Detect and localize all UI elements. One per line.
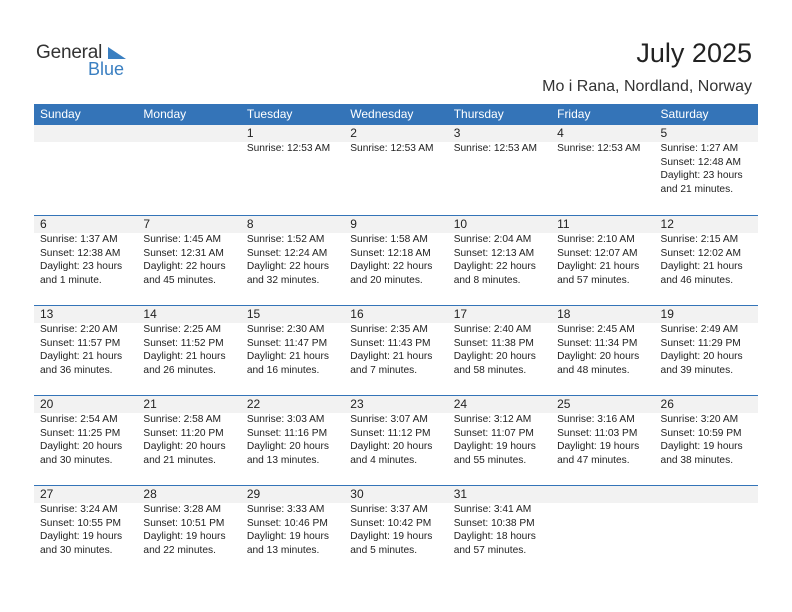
weekday-header: Wednesday (350, 107, 414, 121)
day-number: 21 (143, 397, 157, 411)
day-number: 8 (246, 217, 254, 231)
day-cell (137, 486, 240, 575)
day-number (661, 486, 758, 503)
day-sun-info (557, 413, 654, 467)
week-cells (34, 486, 758, 575)
sun-info-line: Sunrise: 3:03 AM (246, 414, 325, 425)
sun-info-line: and 38 minutes. (660, 454, 734, 466)
sun-info-line: Sunrise: 2:30 AM (246, 324, 325, 335)
location-subtitle: Mo i Rana, Nordland, Norway (542, 78, 752, 95)
day-cell (344, 125, 447, 215)
weekday-header: Friday (557, 107, 591, 121)
sun-info-line: Daylight: 21 hours (143, 351, 226, 362)
day-sun-info (557, 142, 654, 156)
sun-info-line: and 13 minutes. (246, 544, 320, 556)
day-number (40, 125, 137, 142)
sun-info-line: Daylight: 21 hours (246, 351, 329, 362)
day-number (557, 486, 654, 503)
day-number: 4 (557, 126, 564, 140)
day-number: 22 (246, 397, 261, 411)
sun-info-line: Daylight: 21 hours (350, 351, 433, 362)
sun-info-line: Sunrise: 2:35 AM (350, 324, 428, 335)
sun-info-line: Sunrise: 3:16 AM (557, 414, 635, 425)
sun-info-line: Sunrise: 2:25 AM (143, 324, 222, 335)
day-cell (34, 486, 137, 575)
sun-info-line: and 8 minutes. (453, 274, 521, 286)
day-cell (34, 306, 137, 395)
sun-info-line: Daylight: 18 hours (453, 531, 536, 542)
day-cell (241, 306, 344, 395)
day-number: 12 (660, 217, 674, 231)
sun-info-line: Sunrise: 2:40 AM (453, 324, 532, 335)
sun-info-line: and 57 minutes. (557, 274, 630, 286)
week-row (34, 395, 758, 485)
week-cells (34, 216, 758, 305)
sun-info-line: Sunrise: 12:53 AM (453, 143, 537, 154)
weekday-header: Saturday (660, 107, 709, 121)
sun-info-line: and 21 minutes. (143, 454, 216, 466)
day-cell (655, 216, 758, 305)
sun-info-line: Sunrise: 1:58 AM (350, 234, 428, 245)
sun-info-line: and 30 minutes. (40, 454, 113, 466)
sun-info-line: Sunset: 12:48 AM (660, 156, 741, 168)
day-sun-info (247, 413, 344, 467)
day-number: 9 (350, 217, 357, 231)
weekday-header-row (34, 104, 758, 125)
sun-info-line: Daylight: 21 hours (557, 261, 640, 272)
sun-info-line: Daylight: 20 hours (660, 351, 743, 362)
sun-info-line: Daylight: 21 hours (660, 261, 743, 272)
logo-word-blue: Blue (88, 59, 125, 79)
sun-info-line: Sunrise: 1:37 AM (40, 234, 118, 245)
day-number: 30 (350, 487, 364, 501)
sun-info-line: Sunset: 11:20 PM (143, 427, 224, 439)
day-sun-info (143, 413, 240, 467)
sun-info-line: Sunset: 12:38 AM (40, 247, 121, 259)
week-row (34, 485, 758, 575)
day-cell (655, 125, 758, 215)
day-sun-info (40, 323, 137, 377)
day-cell (34, 216, 137, 305)
day-cell (137, 216, 240, 305)
sun-info-line: Sunrise: 3:28 AM (143, 504, 222, 515)
sun-info-line: Sunrise: 2:10 AM (557, 234, 635, 245)
sun-info-line: Daylight: 20 hours (350, 441, 433, 452)
day-cell (34, 125, 137, 215)
logo-word-general: General (36, 42, 103, 63)
sun-info-line: Sunset: 11:29 PM (660, 337, 741, 349)
sun-info-line: Sunrise: 3:24 AM (40, 504, 118, 515)
day-number: 20 (40, 397, 54, 411)
sun-info-line: Sunrise: 2:20 AM (40, 324, 118, 335)
sun-info-line: Sunset: 11:57 PM (40, 337, 121, 349)
sun-info-line: Daylight: 19 hours (143, 531, 226, 542)
sun-info-line: Daylight: 23 hours (40, 261, 123, 272)
sun-info-line: Sunrise: 3:07 AM (350, 414, 428, 425)
day-number: 1 (246, 126, 254, 140)
week-row (34, 305, 758, 395)
sun-info-line: Sunrise: 2:54 AM (40, 414, 118, 425)
sun-info-line: Daylight: 20 hours (40, 441, 123, 452)
sun-info-line: Sunset: 10:42 PM (350, 517, 432, 529)
day-cell (551, 125, 654, 215)
sun-info-line: Sunset: 11:47 PM (246, 337, 328, 349)
sun-info-line: Sunrise: 1:45 AM (143, 234, 222, 245)
day-sun-info (350, 413, 447, 467)
sun-info-line: Sunset: 12:07 AM (557, 247, 638, 259)
day-sun-info (40, 413, 137, 467)
day-number: 10 (453, 217, 468, 231)
sun-info-line: Sunset: 11:43 PM (350, 337, 431, 349)
day-sun-info (247, 323, 344, 377)
day-cell (655, 306, 758, 395)
sun-info-line: Sunset: 10:59 PM (660, 427, 742, 439)
sun-info-line: Sunrise: 12:53 AM (350, 143, 434, 154)
day-sun-info (350, 503, 447, 557)
sun-info-line: Sunset: 10:38 PM (453, 517, 535, 529)
day-sun-info (661, 413, 758, 467)
sun-info-line: Daylight: 19 hours (350, 531, 433, 542)
day-cell (241, 486, 344, 575)
day-number: 3 (453, 126, 461, 140)
day-cell (241, 125, 344, 215)
day-number: 18 (557, 307, 571, 321)
day-number: 11 (557, 217, 570, 231)
day-sun-info (143, 233, 240, 287)
day-cell (344, 306, 447, 395)
day-cell (551, 486, 654, 575)
sun-info-line: Daylight: 22 hours (143, 261, 226, 272)
day-number: 14 (143, 307, 157, 321)
weekday-header: Thursday (453, 107, 504, 121)
day-number: 28 (143, 487, 157, 501)
day-sun-info (40, 233, 137, 287)
sun-info-line: and 26 minutes. (143, 364, 216, 376)
day-number: 23 (350, 397, 364, 411)
day-cell (344, 396, 447, 485)
sun-info-line: Sunrise: 2:15 AM (660, 234, 739, 245)
sun-info-line: and 30 minutes. (40, 544, 113, 556)
day-cell (655, 486, 758, 575)
day-number: 7 (143, 217, 151, 231)
sun-info-line: and 46 minutes. (660, 274, 734, 286)
day-sun-info (247, 503, 344, 557)
day-number: 19 (660, 307, 674, 321)
day-cell (137, 306, 240, 395)
sun-info-line: and 7 minutes. (350, 364, 418, 376)
sun-info-line: and 57 minutes. (453, 544, 527, 556)
weekday-header: Tuesday (246, 107, 293, 121)
day-cell (448, 396, 551, 485)
sun-info-line: Sunrise: 3:12 AM (453, 414, 532, 425)
day-cell (448, 306, 551, 395)
sun-info-line: Sunset: 12:31 AM (143, 247, 224, 259)
day-number: 16 (350, 307, 364, 321)
day-number: 5 (660, 126, 668, 140)
sun-info-line: Daylight: 22 hours (246, 261, 329, 272)
week-cells (34, 125, 758, 215)
sun-info-line: Daylight: 19 hours (246, 531, 329, 542)
sun-info-line: and 20 minutes. (350, 274, 423, 286)
sun-info-line: Daylight: 22 hours (453, 261, 536, 272)
day-sun-info (454, 413, 551, 467)
weekday-header: Sunday (40, 107, 81, 121)
sun-info-line: Sunrise: 3:37 AM (350, 504, 428, 515)
sun-info-line: Sunset: 12:24 AM (246, 247, 328, 259)
sun-info-line: Sunrise: 2:45 AM (557, 324, 635, 335)
day-cell (344, 216, 447, 305)
week-row (34, 215, 758, 305)
sun-info-line: Sunrise: 3:41 AM (453, 504, 532, 515)
day-sun-info (661, 142, 758, 196)
day-sun-info (143, 503, 240, 557)
weeks-container (34, 125, 758, 575)
day-number: 31 (453, 487, 468, 501)
day-sun-info (247, 142, 344, 156)
sun-info-line: Sunrise: 12:53 AM (557, 143, 641, 154)
sun-info-line: Sunrise: 1:52 AM (246, 234, 325, 245)
day-sun-info (454, 323, 551, 377)
day-cell (551, 216, 654, 305)
day-sun-info (454, 233, 551, 287)
sun-info-line: Daylight: 19 hours (40, 531, 123, 542)
day-number: 25 (557, 397, 571, 411)
sun-info-line: and 58 minutes. (453, 364, 527, 376)
day-number: 2 (350, 126, 357, 140)
sun-info-line: Sunset: 12:18 AM (350, 247, 431, 259)
sun-info-line: Sunset: 11:52 PM (143, 337, 224, 349)
sun-info-line: Sunset: 11:07 PM (453, 427, 534, 439)
week-row (34, 125, 758, 215)
week-cells (34, 396, 758, 485)
sun-info-line: and 5 minutes. (350, 544, 418, 556)
day-number: 6 (40, 217, 47, 231)
day-number: 29 (246, 487, 261, 501)
day-cell (448, 486, 551, 575)
day-sun-info (350, 233, 447, 287)
sun-info-line: and 39 minutes. (660, 364, 734, 376)
day-sun-info (350, 142, 447, 156)
day-sun-info (454, 142, 551, 156)
week-cells (34, 306, 758, 395)
sun-info-line: Sunrise: 3:33 AM (246, 504, 325, 515)
sun-info-line: Daylight: 19 hours (660, 441, 743, 452)
sun-info-line: Daylight: 19 hours (557, 441, 640, 452)
day-sun-info (557, 233, 654, 287)
page-title: July 2025 (636, 38, 752, 68)
day-sun-info (350, 323, 447, 377)
day-sun-info (454, 503, 551, 557)
day-number: 26 (660, 397, 674, 411)
sun-info-line: and 13 minutes. (246, 454, 320, 466)
day-cell (551, 396, 654, 485)
day-sun-info (247, 233, 344, 287)
sun-info-line: Sunrise: 3:20 AM (660, 414, 739, 425)
sun-info-line: Sunrise: 2:49 AM (660, 324, 739, 335)
sun-info-line: and 22 minutes. (143, 544, 216, 556)
brand-logo (36, 42, 146, 82)
sun-info-line: and 45 minutes. (143, 274, 216, 286)
sun-info-line: and 21 minutes. (660, 183, 734, 195)
day-number: 24 (453, 397, 468, 411)
sun-info-line: Sunrise: 2:58 AM (143, 414, 222, 425)
sun-info-line: Daylight: 20 hours (557, 351, 640, 362)
weekday-header: Monday (143, 107, 187, 121)
sun-info-line: and 47 minutes. (557, 454, 630, 466)
sun-info-line: Sunset: 11:25 PM (40, 427, 121, 439)
sun-info-line: Sunset: 10:46 PM (246, 517, 328, 529)
day-cell (551, 306, 654, 395)
sun-info-line: and 55 minutes. (453, 454, 527, 466)
day-cell (448, 216, 551, 305)
day-cell (137, 396, 240, 485)
day-cell (448, 125, 551, 215)
sun-info-line: Daylight: 22 hours (350, 261, 433, 272)
sun-info-line: Sunset: 12:13 AM (453, 247, 535, 259)
day-cell (344, 486, 447, 575)
sun-info-line: Sunrise: 1:27 AM (660, 143, 739, 154)
calendar-grid (34, 104, 758, 575)
sun-info-line: Daylight: 19 hours (453, 441, 536, 452)
sun-info-line: Sunrise: 2:04 AM (453, 234, 532, 245)
day-number: 13 (40, 307, 54, 321)
day-cell (655, 396, 758, 485)
sun-info-line: Sunset: 11:12 PM (350, 427, 431, 439)
day-cell (241, 396, 344, 485)
sun-info-line: Daylight: 23 hours (660, 170, 743, 181)
sun-info-line: Daylight: 21 hours (40, 351, 123, 362)
sun-info-line: and 48 minutes. (557, 364, 630, 376)
sun-info-line: Daylight: 20 hours (453, 351, 536, 362)
day-number: 15 (246, 307, 261, 321)
sun-info-line: Sunrise: 12:53 AM (246, 143, 331, 154)
day-sun-info (143, 323, 240, 377)
sun-info-line: Sunset: 11:16 PM (246, 427, 328, 439)
sun-info-line: and 1 minute. (40, 274, 102, 286)
sun-info-line: and 32 minutes. (246, 274, 320, 286)
day-sun-info (661, 233, 758, 287)
sun-info-line: and 36 minutes. (40, 364, 113, 376)
day-cell (241, 216, 344, 305)
sun-info-line: Sunset: 11:03 PM (557, 427, 638, 439)
sun-info-line: and 16 minutes. (246, 364, 320, 376)
day-number: 17 (453, 307, 468, 321)
day-sun-info (661, 323, 758, 377)
sun-info-line: Sunset: 10:55 PM (40, 517, 121, 529)
sun-info-line: Sunset: 12:02 AM (660, 247, 741, 259)
day-sun-info (40, 503, 137, 557)
sun-info-line: and 4 minutes. (350, 454, 418, 466)
sun-info-line: Daylight: 20 hours (143, 441, 226, 452)
day-cell (34, 396, 137, 485)
day-cell (137, 125, 240, 215)
day-number (143, 125, 240, 142)
sun-info-line: Sunset: 11:38 PM (453, 337, 534, 349)
day-number: 27 (40, 487, 54, 501)
sun-info-line: Sunset: 10:51 PM (143, 517, 225, 529)
sun-info-line: Sunset: 11:34 PM (557, 337, 638, 349)
sun-info-line: Daylight: 20 hours (246, 441, 329, 452)
day-sun-info (557, 323, 654, 377)
